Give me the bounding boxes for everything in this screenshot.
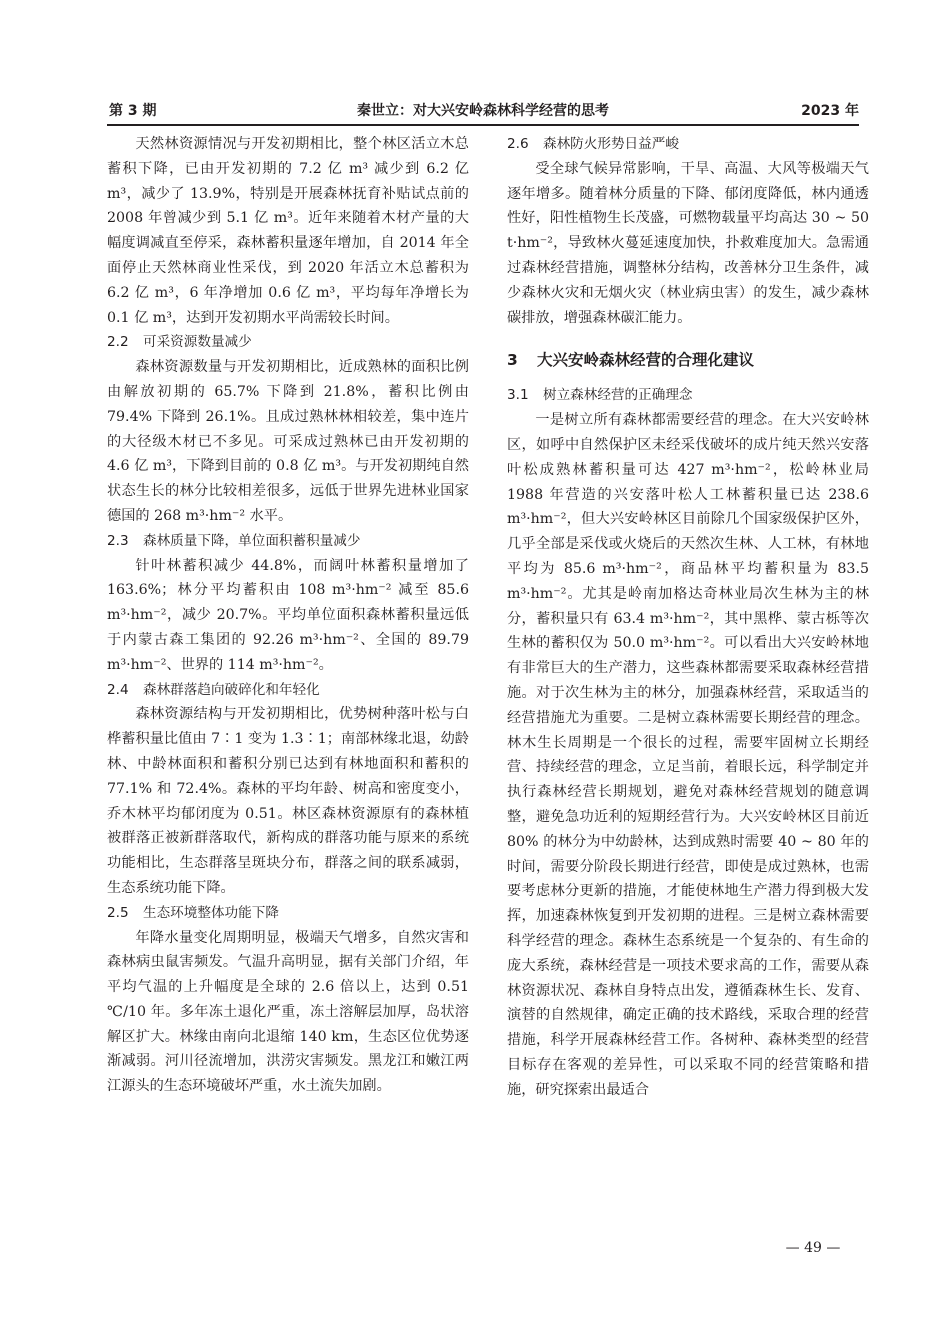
section-number: 2.6 bbox=[507, 136, 529, 152]
chapter-title: 大兴安岭森林经营的合理化建议 bbox=[537, 351, 755, 370]
chapter-heading-3 bbox=[507, 346, 869, 374]
left-column bbox=[107, 132, 469, 1099]
issue-label: 第 3 期 bbox=[109, 103, 157, 119]
section-heading-2-4 bbox=[107, 678, 469, 703]
chapter-number: 3 bbox=[507, 351, 518, 370]
section-heading-2-5 bbox=[107, 901, 469, 926]
paragraph-2-1: 天然林资源情况与开发初期相比，整个林区活立木总蓄积下降，已由开发初期的 7.2 亿 m³ 减少到 6.2 亿 m³，减少了 13.9%，特别是开展森林抚育补贴试点前的 2008 年曾减少到 5.1 亿 m³。近年来随着木材产量的大幅度调减直至停采，森林蓄积量逐年增加，自 2014 年全面停止天然林商业性采伐，到 2020 年活立木总蓄积为 6.2 亿 m³，6 年净增加 0.6 亿 m³，平均每年净增长为 0.1 亿 m³，达到开发初期水平尚需较长时间。 bbox=[107, 136, 469, 326]
section-title: 森林防火形势日益严峻 bbox=[543, 136, 679, 152]
section-heading-2-6 bbox=[507, 132, 869, 157]
right-column bbox=[507, 132, 869, 1102]
header-rule bbox=[107, 124, 859, 126]
section-number: 2.2 bbox=[107, 334, 129, 351]
paragraph-2-3: 针叶林蓄积减少 44.8%，而阔叶林蓄积量增加了 163.6%；林分平均蓄积由 108 m³·hm⁻² 减至 85.6 m³·hm⁻²，减少 20.7%。平均单位面积森林蓄积量远低于内蒙古森工集团的 92.26 m³·hm⁻²、全国的 89.79 m³·hm⁻²、世界的 114 m³·hm⁻²。 bbox=[107, 557, 469, 673]
section-number: 2.4 bbox=[107, 681, 129, 698]
running-header bbox=[107, 98, 859, 120]
section-title: 森林群落趋向破碎化和年轻化 bbox=[143, 681, 320, 698]
section-number: 3.1 bbox=[507, 387, 529, 404]
year-label: 2023 年 bbox=[801, 103, 859, 119]
section-number: 2.5 bbox=[107, 904, 129, 921]
section-title: 森林质量下降，单位面积蓄积量减少 bbox=[143, 532, 361, 549]
section-heading-2-2 bbox=[107, 330, 469, 355]
paragraph-2-6: 受全球气候异常影响，干旱、高温、大风等极端天气逐年增多。随着林分质量的下降、郁闭度降低，林内通透性好，阳性植物生长茂盛，可燃物载量平均高达 30 ~ 50 t·hm⁻²，导致林火蔓延速度加快，扑救难度加大。急需通过森林经营措施，调整林分结构，改善林分卫生条件，减少森林火灾和无烟火灾（林业病虫害）的发生，减少森林碳排放，增强森林碳汇能力。 bbox=[507, 160, 869, 326]
section-number: 2.3 bbox=[107, 532, 129, 549]
section-heading-3-1 bbox=[507, 383, 869, 408]
article-title: 秦世立：对大兴安岭森林科学经营的思考 bbox=[357, 103, 609, 119]
section-title: 生态环境整体功能下降 bbox=[143, 904, 279, 921]
section-heading-2-3 bbox=[107, 529, 469, 554]
page-number: — 49 — bbox=[785, 1240, 841, 1256]
paragraph-3-1: 一是树立所有森林都需要经营的理念。在大兴安岭林区，如呼中自然保护区未经采伐破坏的成片纯天然兴安落叶松成熟林蓄积量可达 427 m³·hm⁻²，松岭林业局 1988 年营造的兴安落叶松人工林蓄积量已达 238.6 m³·hm⁻²，但大兴安岭林区目前除几个国家级保护区外，几乎全部是采伐或火烧后的天然次生林、人工林，有林地平均为 85.6 m³·hm⁻²，商品林平均蓄积量为 83.5 m³·hm⁻²。尤其是岭南加格达奇林业局次生林为主的林分，蓄积量只有 63.4 m³·hm⁻²，其中黑桦、蒙古栎等次生林的蓄积仅为 50.0 m³·hm⁻²。可以看出大兴安岭林地有非常巨大的生产潜力，这些森林都需要采取森林经营措施。对于次生林为主的林分，加强森林经营，采取适当的经营措施尤为重要。二是树立森林需要长期经营的理念。林木生长周期是一个很长的过程，需要牢固树立长期经营、持续经营的理念，立足当前，着眼长远，科学制定并执行森林经营长期规划，避免对森林经营规划的随意调整，避免急功近利的短期经营行为。大兴安岭林区目前近 80% 的林分为中幼龄林，达到成熟时需要 40 ~ 80 年的时间，需要分阶段长期进行经营，即使是成过熟林，也需要考虑林分更新的措施，才能使林地生产潜力得到极大发挥，加速森林恢复到开发初期的进程。三是树立森林需要科学经营的理念。森林生态系统是一个复杂的、有生命的庞大系统，森林经营是一项技术要求高的工作，需要从森林资源状况、森林自身特点出发，遵循森林生长、发育、演替的自然规律，确定正确的技术路线，采取合理的经营措施，科学开展森林经营工作。各树种、森林类型的经营目标存在客观的差异性，可以采取不同的经营策略和措施，研究探索出最适合 bbox=[507, 412, 869, 1098]
section-title: 树立森林经营的正确理念 bbox=[543, 387, 693, 404]
paragraph-2-5: 年降水量变化周期明显，极端天气增多，自然灾害和森林病虫鼠害频发。气温升高明显，据有关部门介绍，年平均气温的上升幅度是全球的 2.6 倍以上，达到 0.51 ℃/10 年。多年冻土退化严重，冻土溶解层加厚，岛状溶解区扩大。林缘由南向北退缩 140 km，生态区位优势逐渐减弱。河川径流增加，洪涝灾害频发。黑龙江和嫩江两江源头的生态环境破坏严重，水土流失加剧。 bbox=[107, 929, 469, 1095]
section-title: 可采资源数量减少 bbox=[143, 334, 252, 351]
paragraph-2-2: 森林资源数量与开发初期相比，近成熟林的面积比例由解放初期的 65.7% 下降到 21.8%，蓄积比例由 79.4% 下降到 26.1%。且成过熟林林相较差，集中连片的大径级木材已不多见。可采成过熟林已由开发初期的 4.6 亿 m³，下降到目前的 0.8 亿 m³。与开发初期纯自然状态生长的林分比较相差很多，远低于世界先进林业国家德国的 268 m³·hm⁻² 水平。 bbox=[107, 359, 469, 524]
paragraph-2-4: 森林资源结构与开发初期相比，优势树种落叶松与白桦蓄积量比值由 7∶1 变为 1.3∶1；南部林缘北退，幼龄林、中龄林面积和蓄积分别已达到有林地面积和蓄积的 77.1% 和 72.4%。森林的平均年龄、树高和密度变小，乔木林平均郁闭度为 0.51。林区森林资源原有的森林植被群落正被新群落取代，新构成的群落功能与原来的系统功能相比，生态群落呈斑块分布，群落之间的联系减弱，生态系统功能下降。 bbox=[107, 706, 469, 896]
